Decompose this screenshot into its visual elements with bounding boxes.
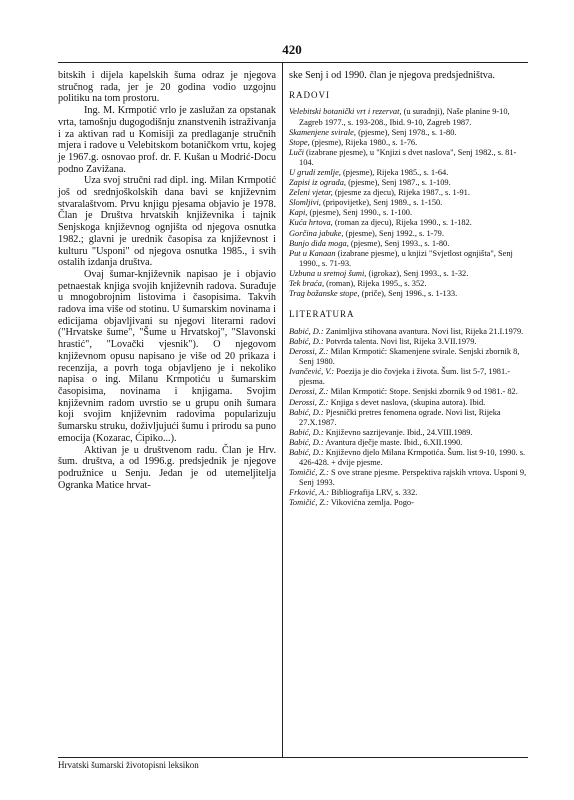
work-details: (pjesme), Senj 1992., s. 1-79. (343, 228, 444, 238)
work-details: (pjesme), Senj 1987., s. 1-109. (346, 178, 451, 188)
literature-entry (289, 438, 528, 448)
work-title: Bunjo dida moga, (289, 238, 349, 248)
work-entry (289, 269, 528, 279)
work-details: (pripovijetke), Senj 1989., s. 1-150. (320, 198, 443, 208)
work-title: Kuća hrtova, (289, 218, 333, 228)
literature-details: Pjesnički pretres fenomena ograde. Novi list, Rijeka 27.X.1987. (299, 407, 501, 427)
work-entry (289, 289, 528, 299)
right-column (289, 70, 528, 509)
paragraph: bitskih i dijela kapelskih šuma odraz je njegova stručnog rada, jer je 20 godina vodio uzgojnu politiku na tom prostoru. (58, 70, 276, 105)
literature-details: Poezija je dio čovjeka i života. Šum. list 5-7, 1981.-pjesma. (299, 367, 511, 387)
literature-entry (289, 488, 528, 498)
work-entry (289, 178, 528, 188)
literature-author: Frković, A.: (289, 488, 330, 498)
works-heading: RADOVI (289, 89, 330, 100)
work-details: (izabrane pjesme), u "Knjizi s dvet naslova", Senj 1982., s. 81-104. (299, 147, 517, 167)
work-details: (roman), Rijeka 1995., s. 352. (324, 279, 427, 288)
work-entry (289, 138, 528, 148)
work-entry (289, 239, 528, 249)
work-details: (pjesme), Senj 1978., s. 1-80. (355, 127, 457, 137)
literature-list (289, 327, 528, 509)
literature-author: Babić, D.: (289, 448, 324, 458)
work-entry (289, 188, 528, 198)
work-title: Skamenjene svirale, (289, 127, 356, 137)
literature-entry (289, 327, 528, 337)
literature-author: Tomičić, Z.: (289, 468, 329, 478)
work-title: Zapisi iz ograda, (289, 178, 347, 188)
work-entry (289, 208, 528, 218)
work-details: (priče), Senj 1996., s. 1-133. (359, 289, 458, 299)
literature-details: Bibliografija LRV, s. 332. (329, 488, 418, 498)
literature-entry (289, 398, 528, 408)
paragraph: Ing. M. Krmpotić vrlo je zaslužan za opstanak vrta, tamošnju dugogodišnju znanstvenih istraživanja i za aktivan rad u Komisiji za predlaganje stručnih mjera i radove u Velebitskom botaničkom vrtu, kojeg je 1967.g. osnovao prof. dr. F. Kušan u Modrić-Docu podno Zavižana. (58, 105, 276, 175)
work-title: Luči (289, 147, 304, 157)
work-entry (289, 279, 528, 289)
literature-entry (289, 498, 528, 508)
work-title: Tek braća, (289, 279, 325, 288)
paragraph: Ovaj šumar-književnik napisao je i objavio petnaestak knjiga svojih književnih radova. Surađuje u mnogobrojnim listovima i časopisima. Takvih radova ima više od stotinu. U šumarskim novinama i edicijama objavljivani su njegovi literarni radovi ("Hrvatske šume", "Šume u Hrvatskoj", "Slavonski hrastić", "Lovački vjesnik"). O njegovom književnom opusu napisano je više od 20 prikaza i recenzija, a povrh toga objavljeno je i nekoliko napisa o ing. Milanu Krmpotiću u šumarskim časopisima, novinama i knjigama. Svojim književnim radom uvrstio se u grupu onih šumara koji svojim književnim radovima popularizuju šumarsku struku, doživljujući šumu i prirodu sa puno emocija (Kozarac, Ćipiko...). (58, 268, 276, 444)
literature-author: Babić, D.: (289, 427, 324, 437)
work-title: Slomljivi, (289, 198, 321, 208)
literature-entry (289, 428, 528, 438)
literature-details: Vikovićna zemlja. Pogo- (328, 498, 414, 508)
work-details: (u suradnji), Naše planine 9-10, Zagreb 1977., s. 193-208., Ibid. 9-10, Zagreb 1987. (299, 107, 510, 127)
literature-heading: LITERATURA (289, 309, 355, 320)
work-entry (289, 107, 528, 127)
page-number: 420 (282, 42, 302, 57)
work-details: (pjesme), Senj 1993., s. 1-80. (348, 238, 450, 248)
work-title: Kapi, (289, 208, 308, 218)
work-entry (289, 148, 528, 168)
work-details: (pjesme), Rijeka 1980., s. 1-76. (309, 137, 418, 147)
footer-rule (58, 757, 528, 758)
literature-author: Derossi, Z.: (289, 347, 329, 357)
work-entry (289, 198, 528, 208)
literature-author: Babić, D.: (289, 336, 324, 346)
literature-details: Potvrda talenta. Novi list, Rijeka 3.VII.1979. (323, 336, 477, 346)
work-entry (289, 218, 528, 228)
work-entry (289, 168, 528, 178)
literature-author: Babić, D.: (289, 437, 324, 447)
literature-details: Književno sazrijevanje. Ibid., 24.VIII.1989. (323, 427, 473, 437)
literature-entry (289, 367, 528, 387)
work-title: U grudi zemlje, (289, 167, 341, 177)
literature-author: Derossi, Z.: (289, 397, 329, 407)
literature-entry (289, 468, 528, 488)
work-title: Velebitski botanički vrt i rezervat, (289, 107, 402, 117)
literature-details: Avantura dječje maste. Ibid., 6.XII.1990. (323, 437, 463, 447)
work-title: Stope, (289, 137, 310, 147)
continuation-text: ske Senj i od 1990. član je njegova predsjedništva. (289, 70, 495, 81)
work-details: (pjesme), Senj 1990., s. 1-100. (307, 208, 413, 218)
literature-entry (289, 408, 528, 428)
work-entry (289, 128, 528, 138)
work-entry (289, 249, 528, 269)
literature-author: Ivančević, V.: (289, 367, 335, 377)
literature-entry (289, 448, 528, 468)
work-details: (izabrane pjesme), u knjizi "Svjetlost ognjišta", Senj 1990., s. 71-93. (299, 248, 513, 268)
literature-author: Babić, D.: (289, 326, 324, 336)
left-column (58, 70, 276, 491)
literature-entry (289, 337, 528, 347)
literature-details: Zanimljiva stihovana avantura. Novi list, Rijeka 21.I.1979. (323, 326, 524, 336)
works-list (289, 107, 528, 299)
work-entry (289, 229, 528, 239)
literature-entry (289, 387, 528, 397)
footer-title: Hrvatski šumarski životopisni leksikon (58, 760, 199, 770)
work-title: Uzbuna u sretnoj šumi, (289, 268, 367, 278)
work-title: Zeleni vjetar, (289, 188, 333, 198)
literature-details: Književno djelo Milana Krmpotića. Šum. list 9-10, 1990. s. 426-428. + dvije pjesme. (299, 448, 526, 468)
work-details: (igrokaz), Senj 1993., s. 1-32. (366, 268, 469, 278)
literature-entry (289, 347, 528, 367)
work-title: Put u Kanaan (289, 248, 336, 258)
literature-details: Milan Krmpotić: Skamenjene svirale. Senjski zbornik 8, Senj 1980. (299, 347, 520, 367)
work-details: (roman za djecu), Rijeka 1990., s. 1-182. (332, 218, 472, 228)
work-title: Trag božanske stope, (289, 289, 360, 299)
literature-details: S ove strane pjesme. Perspektiva rajskih vrtova. Usponi 9, Senj 1993. (299, 468, 527, 488)
header-rule (58, 62, 528, 63)
work-details: (pjesme), Rijeka 1985., s. 1-64. (340, 167, 449, 177)
column-divider (282, 63, 283, 757)
literature-details: Knjiga s devet naslova, (skupina autora). Ibid. (328, 397, 486, 407)
work-details: (pjesme za djecu), Rijeka 1987., s. 1-91. (332, 188, 470, 198)
paragraph: Aktivan je u društvenom radu. Član je Hrv. šum. društva, a od 1996.g. predsjednik je njegove podružnice u Senju. Jedan je od utemeljitelja Ogranka Matice hrvat- (58, 444, 276, 491)
literature-author: Babić, D.: (289, 407, 324, 417)
work-title: Gorčina jabuke, (289, 228, 344, 238)
literature-author: Tomičić, Z.: (289, 498, 329, 508)
literature-details: Milan Krmpotić: Stope. Senjski zbornik 9 od 1981.- 82. (328, 387, 518, 397)
paragraph: Uza svoj stručni rad dipl. ing. Milan Krmpotić još od srednjoškolskih dana bavi se književnim stvaralaštvom. Prvu knjigu pjesama objavio je 1978. Član je Društva hrvatskih književnika i tajnik Senjskoga književnog ognjišta od njegova osnutka 1982.; glavni je urednik časopisa za književnost i kulturu "Usponi" od njegova osnutka 1985., i svih ostalih izdanja društva. (58, 175, 276, 269)
literature-author: Derossi, Z.: (289, 387, 329, 397)
